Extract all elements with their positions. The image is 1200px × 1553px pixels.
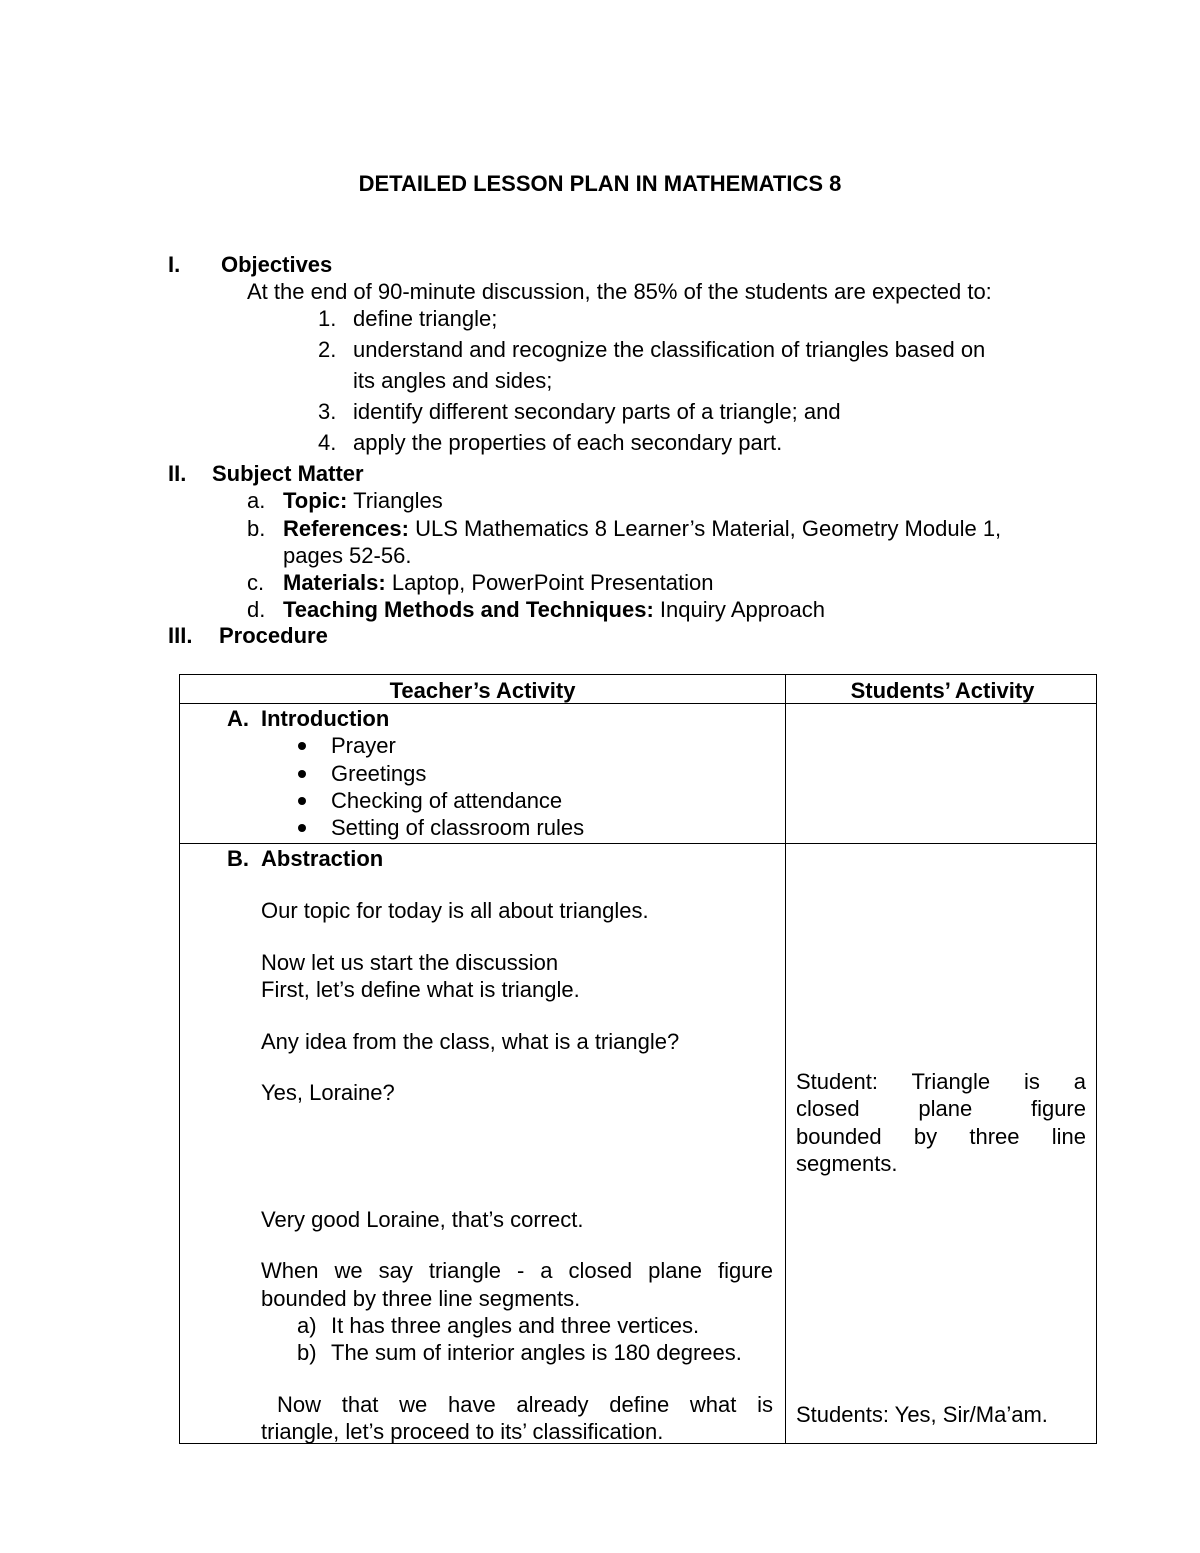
subject-item-letter: a.: [247, 488, 266, 513]
row-divider: [180, 843, 1096, 844]
objective-number: 3.: [318, 399, 337, 424]
column-header-teacher: Teacher’s Activity: [389, 678, 576, 703]
teacher-line: First, let’s define what is triangle.: [261, 977, 580, 1002]
introduction-item: Checking of attendance: [331, 788, 563, 813]
teacher-line: Now let us start the discussion: [261, 950, 559, 975]
subject-item-methods: [283, 596, 825, 623]
teacher-line: Our topic for today is all about triangles.: [261, 898, 649, 923]
student-answer-line: bounded by three line: [796, 1124, 1086, 1149]
teacher-line: Very good Loraine, that’s correct.: [261, 1207, 584, 1232]
objective-number: 2.: [318, 337, 337, 362]
objective-number: 4.: [318, 430, 337, 455]
column-divider: [785, 675, 786, 1443]
subject-item-letter: d.: [247, 597, 266, 622]
student-answer-line: closed plane figure: [796, 1096, 1086, 1121]
introduction-item: Greetings: [331, 761, 427, 786]
page-title: DETAILED LESSON PLAN IN MATHEMATICS 8: [358, 171, 842, 196]
procedure-heading: Procedure: [219, 623, 328, 648]
objective-item: identify different secondary parts of a triangle; and: [353, 399, 841, 424]
subject-item-value: Triangles: [347, 488, 443, 513]
bullet-icon: [298, 824, 306, 832]
objective-item: define triangle;: [353, 306, 498, 331]
objective-number: 1.: [318, 306, 337, 331]
teacher-line: Yes, Loraine?: [261, 1080, 395, 1105]
objectives-heading: Objectives: [221, 252, 333, 277]
subject-item-materials: [283, 569, 713, 596]
procedure-table: [179, 674, 1097, 1444]
subject-item-label: References:: [283, 516, 409, 541]
sub-item-letter: a): [297, 1313, 317, 1338]
student-answer-line: Student: Triangle is a: [796, 1069, 1086, 1094]
objective-item: understand and recognize the classification of triangles based on: [353, 337, 986, 362]
teacher-line: Any idea from the class, what is a triangle?: [261, 1029, 680, 1054]
subject-item-value: Laptop, PowerPoint Presentation: [385, 570, 714, 595]
objective-item: apply the properties of each secondary part.: [353, 430, 783, 455]
subject-item-value: Inquiry Approach: [653, 597, 826, 622]
sub-item-text: The sum of interior angles is 180 degrees.: [331, 1340, 742, 1365]
section-letter: A.: [227, 706, 249, 731]
subject-item-letter: b.: [247, 516, 266, 541]
abstraction-heading: Abstraction: [261, 846, 384, 871]
column-header-students: Students’ Activity: [850, 678, 1035, 703]
section-letter: B.: [227, 846, 249, 871]
subject-item-label: Topic:: [283, 488, 348, 513]
introduction-item: Prayer: [331, 733, 396, 758]
introduction-item: Setting of classroom rules: [331, 815, 585, 840]
subject-item-value-continued: pages 52-56.: [283, 543, 412, 568]
bullet-icon: [298, 770, 306, 778]
student-answer-line: segments.: [796, 1151, 898, 1176]
subject-item-references: [283, 515, 1001, 542]
section-numeral-procedure: III.: [168, 623, 193, 648]
introduction-heading: Introduction: [261, 706, 390, 731]
section-numeral-objectives: I.: [168, 252, 181, 277]
bullet-icon: [298, 797, 306, 805]
subject-item-label: Teaching Methods and Techniques:: [283, 597, 654, 622]
teacher-line: triangle, let’s proceed to its’ classification.: [261, 1419, 664, 1444]
teacher-line: bounded by three line segments.: [261, 1286, 581, 1311]
teacher-line: Now that we have already define what is: [277, 1392, 773, 1417]
subject-item-letter: c.: [247, 570, 265, 595]
subject-matter-heading: Subject Matter: [212, 461, 364, 486]
subject-item-value: ULS Mathematics 8 Learner’s Material, Geometry Module 1,: [408, 516, 1002, 541]
sub-item-letter: b): [297, 1340, 317, 1365]
sub-item-text: It has three angles and three vertices.: [331, 1313, 700, 1338]
subject-item-topic: [283, 487, 443, 514]
subject-item-label: Materials:: [283, 570, 386, 595]
section-numeral-subject-matter: II.: [168, 461, 187, 486]
objective-item-continued: its angles and sides;: [353, 368, 553, 393]
teacher-line: When we say triangle - a closed plane figure: [261, 1258, 773, 1283]
student-reply: Students: Yes, Sir/Ma’am.: [796, 1402, 1048, 1427]
bullet-icon: [298, 742, 306, 750]
objectives-intro: At the end of 90-minute discussion, the 85% of the students are expected to:: [247, 279, 992, 304]
